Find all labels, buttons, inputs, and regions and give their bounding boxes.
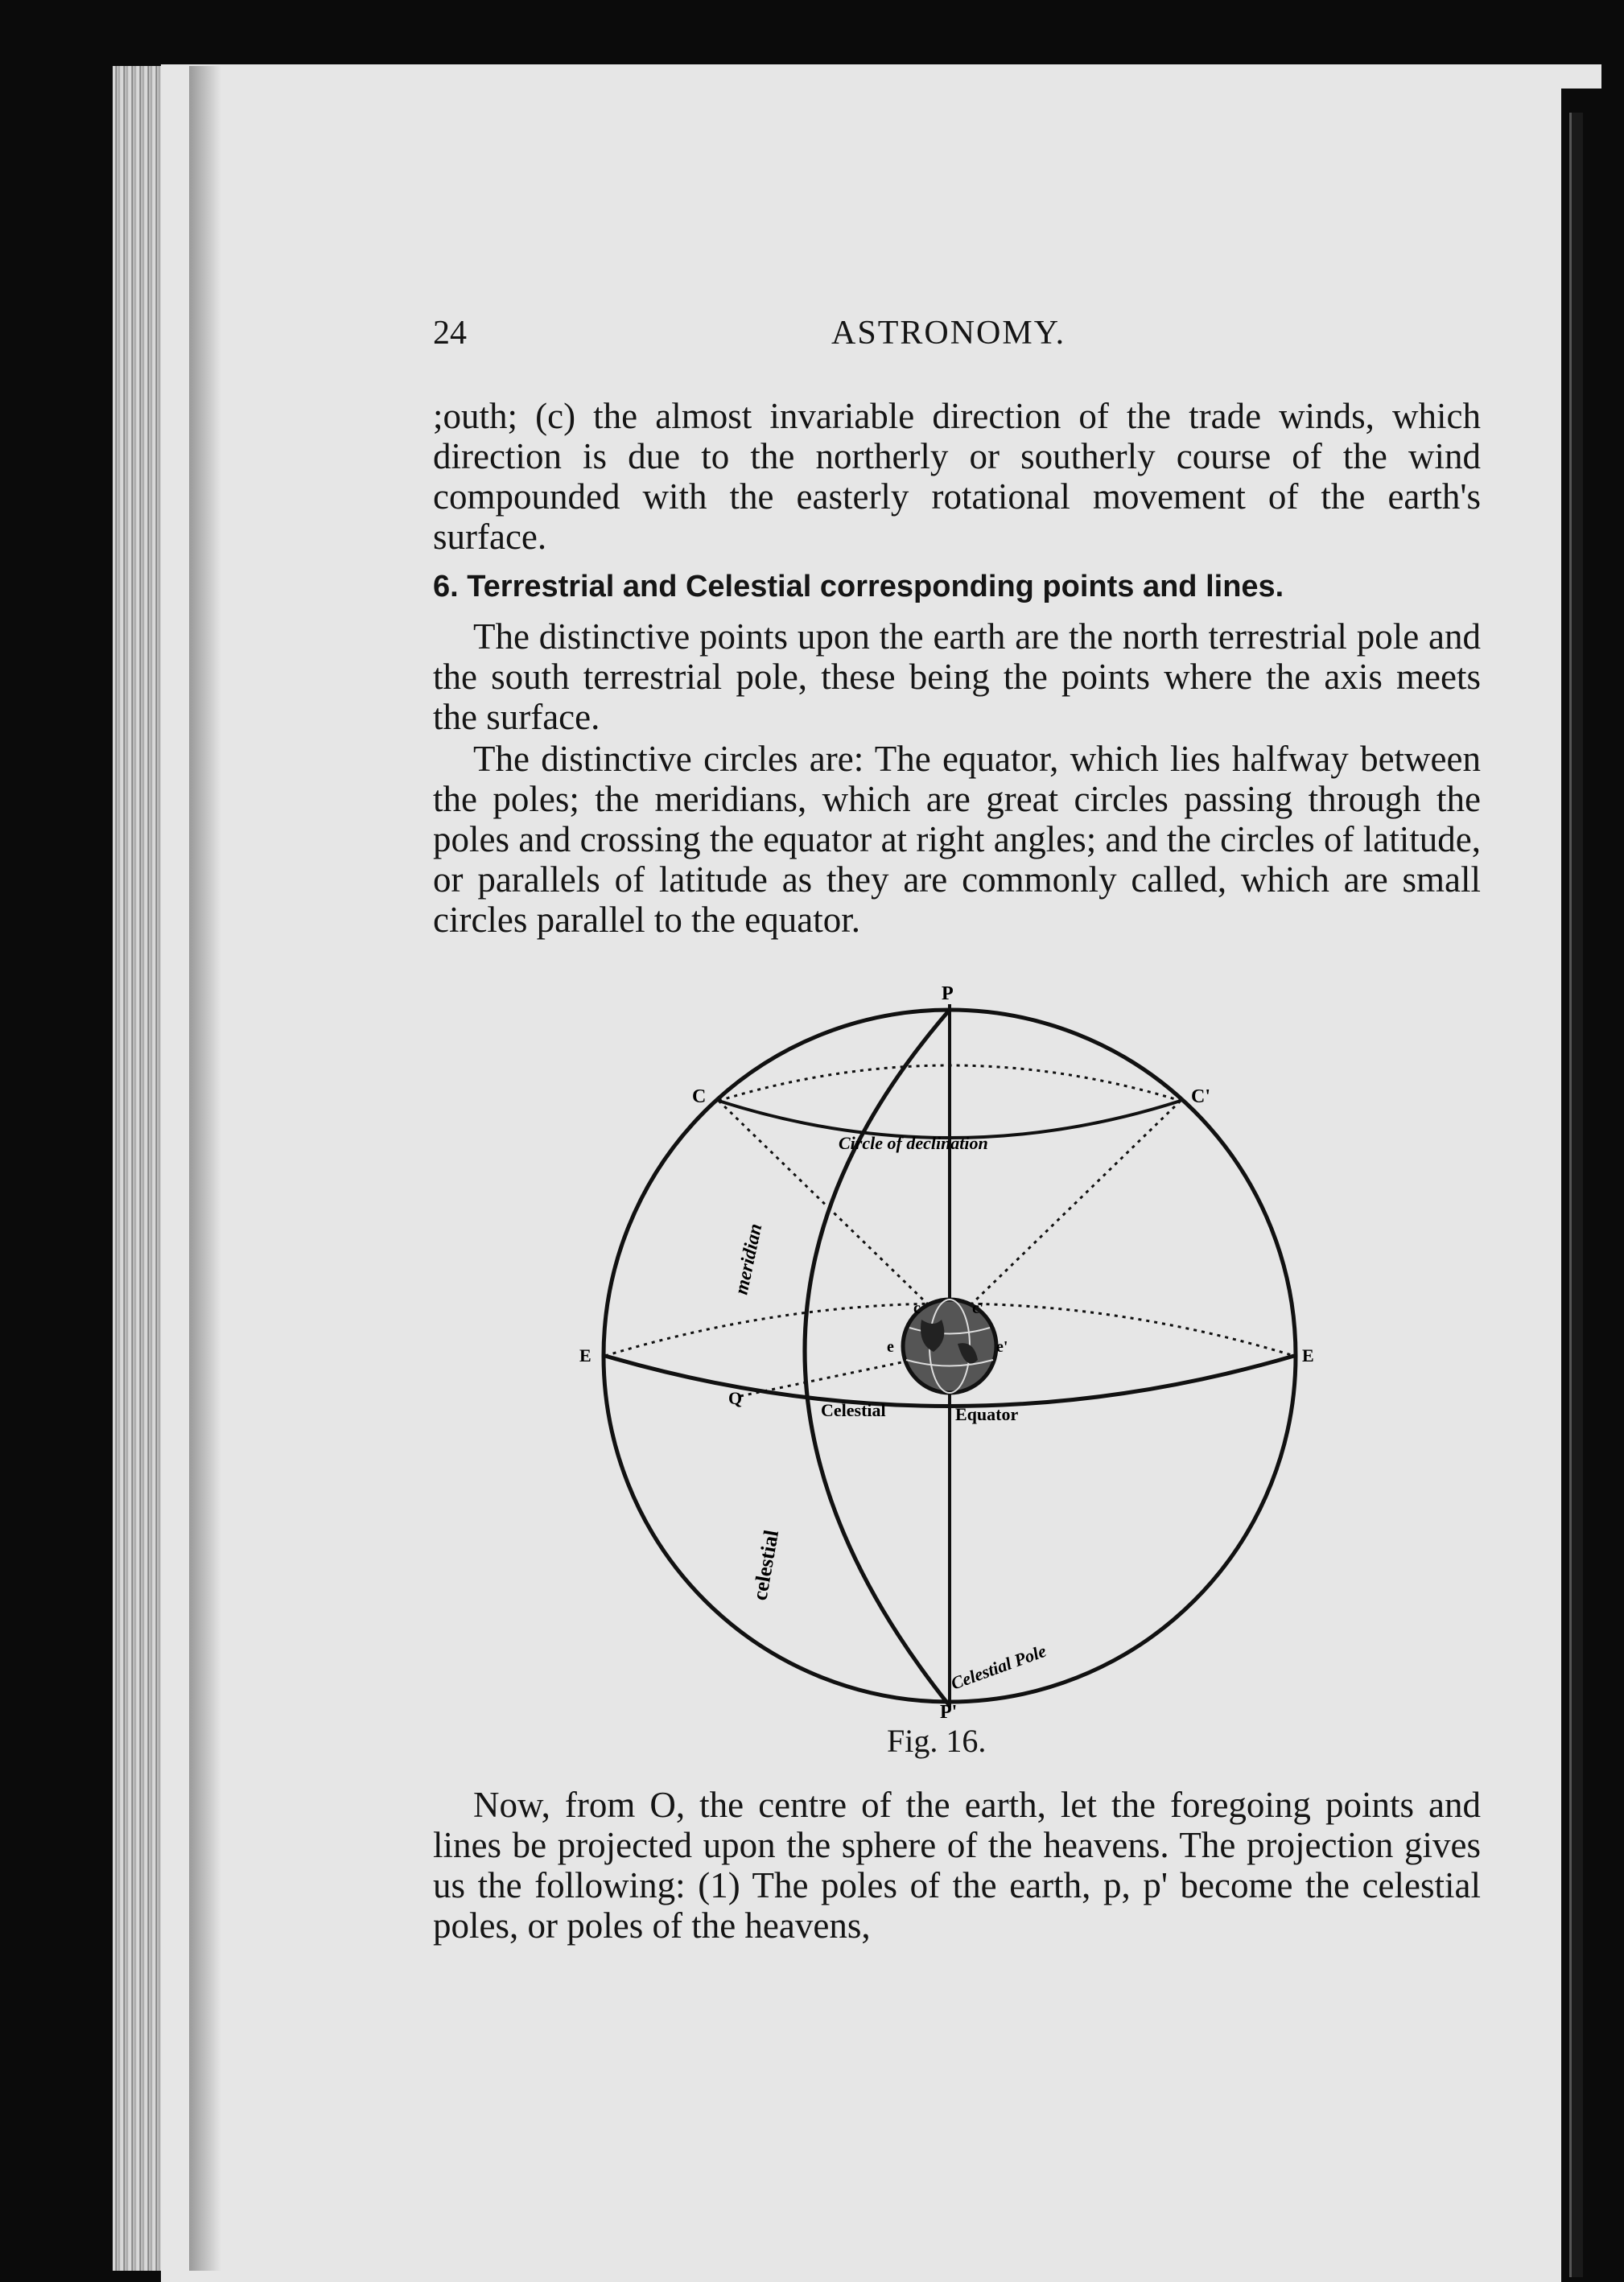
label-c-small: c — [913, 1300, 921, 1317]
label-p: P — [942, 983, 954, 1004]
figure-16 — [555, 982, 1328, 1722]
page-right-edge — [1569, 113, 1583, 2277]
label-celestial-equator-2: Equator — [955, 1404, 1019, 1424]
label-e-prime-small: e' — [996, 1338, 1008, 1356]
gutter-shadow — [189, 66, 221, 2271]
paragraph-1: ;outh; (c) the almost invariable direction of the trade winds, which direction is due to the northerly or southerly course of the wind compounded with the easterly rotational movement of the earth's surface. — [433, 396, 1481, 557]
label-p-prime: P' — [940, 1702, 958, 1722]
label-c-prime: C' — [1191, 1086, 1210, 1107]
page-header — [433, 314, 1479, 362]
running-head: ASTRONOMY. — [831, 315, 1066, 352]
label-meridian: meridian — [731, 1221, 767, 1297]
label-q: Q — [728, 1388, 743, 1408]
section-heading: 6. Terrestrial and Celestial corresponding points and lines. — [433, 570, 1284, 603]
celestial-sphere-diagram — [555, 982, 1328, 1722]
paragraph-4: Now, from O, the centre of the earth, let the foregoing points and lines be projected upon the sphere of the heavens. The projection gives us the following: (1) The poles of the earth, p, p' become the celestial poles, or poles of the heavens, — [433, 1785, 1481, 1946]
paragraph-3: The distinctive circles are: The equator, which lies halfway between the poles; the meridians, which are great circles passing through the poles and crossing the equator at right angles; and the circles of latitude, or parallels of latitude as they are commonly called, which are small circles parallel to the equator. — [433, 739, 1481, 940]
label-celestial-pole: Celestial Pole — [948, 1640, 1049, 1694]
label-celestial: celestial — [748, 1528, 784, 1603]
label-c: C — [692, 1086, 707, 1107]
figure-caption: Fig. 16. — [887, 1723, 987, 1759]
label-e-left: E — [579, 1345, 591, 1365]
label-e-small: e — [887, 1338, 894, 1356]
label-celestial-equator-1: Celestial — [821, 1400, 886, 1420]
paragraph-2: The distinctive points upon the earth are the north terrestrial pole and the south terrestrial pole, these being the points where the axis meets the surface. — [433, 616, 1481, 737]
projection-line-q — [740, 1360, 913, 1396]
label-e-right: E — [1302, 1345, 1314, 1365]
projection-line-c-prime — [972, 1101, 1181, 1304]
page-number: 24 — [433, 315, 467, 352]
label-c-prime-small: c' — [972, 1300, 984, 1317]
label-circle-of-declination: Circle of declination — [839, 1133, 988, 1153]
